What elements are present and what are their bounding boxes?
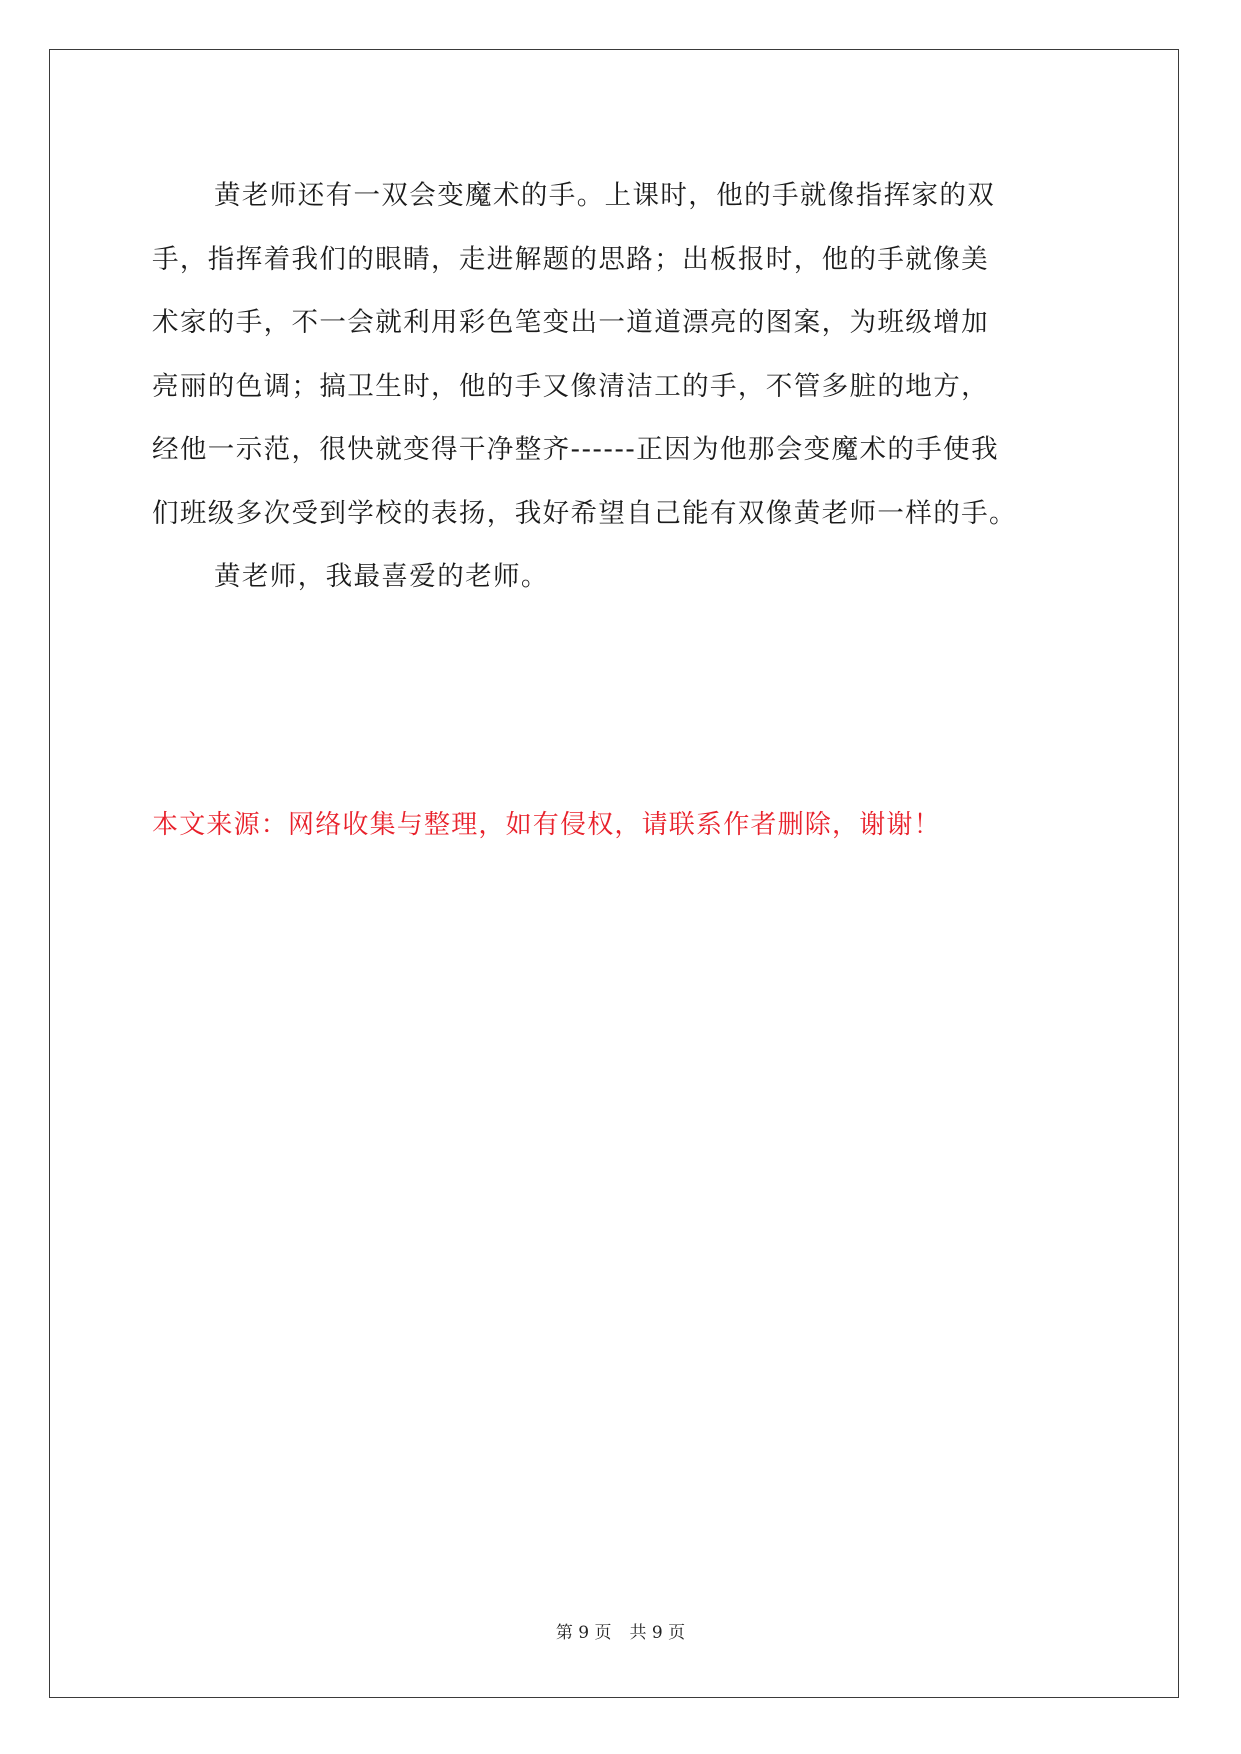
paragraph-line: 黄老师还有一双会变魔术的手。上课时，他的手就像指挥家的双 (214, 180, 996, 211)
closing-line: 黄老师，我最喜爱的老师。 (214, 561, 549, 592)
paragraph-line: 们班级多次受到学校的表扬，我好希望自己能有双像黄老师一样的手。 (152, 497, 1017, 529)
paragraph-line: 亮丽的色调；搞卫生时，他的手又像清洁工的手，不管多脏的地方， (152, 370, 989, 402)
paragraph-line: 经他一示范，很快就变得干净整齐------正因为他那会变魔术的手使我 (152, 434, 999, 465)
current-page-label: 第 9 页 (555, 1623, 612, 1643)
paragraph-line: 手，指挥着我们的眼睛，走进解题的思路；出板报时，他的手就像美 (152, 243, 989, 275)
source-note: 本文来源：网络收集与整理，如有侵权，请联系作者删除，谢谢！ (152, 810, 941, 840)
total-pages-label: 共 9 页 (629, 1623, 686, 1643)
page-footer (0, 1618, 1241, 1643)
paragraph-line: 术家的手，不一会就利用彩色笔变出一道道漂亮的图案，为班级增加 (152, 307, 989, 338)
document-body (152, 164, 1084, 609)
